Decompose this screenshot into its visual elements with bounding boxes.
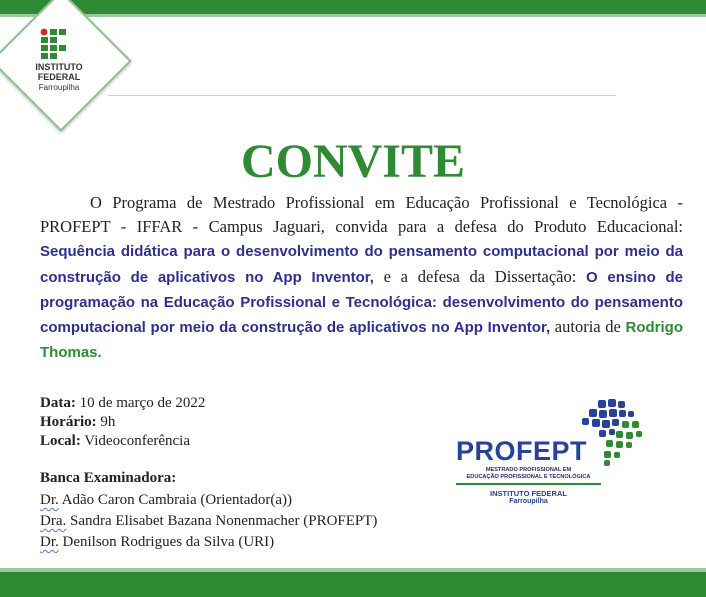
banca-member xyxy=(40,532,377,553)
banca-list xyxy=(40,490,377,553)
logo-line2: FEDERAL xyxy=(37,72,81,82)
profept-divider xyxy=(456,483,601,485)
location-row xyxy=(40,432,205,451)
dissertacao-title: O ensino de programação na Educação Profissional e Tecnológica: desenvolvimento do pensamento computacional por meio da construção de aplicativos no App Inventor, xyxy=(40,268,683,337)
header-divider xyxy=(108,95,616,96)
date-row xyxy=(40,394,205,413)
institute-logo-icon xyxy=(40,28,78,60)
profept-sub3: INSTITUTO FEDERAL xyxy=(490,489,567,498)
bottom-green-bar xyxy=(0,572,706,597)
member-name: Sandra Elisabet Bazana Nonenmacher (PROFEPT) xyxy=(66,513,378,529)
profept-sub1: MESTRADO PROFISSIONAL EM xyxy=(485,467,572,473)
member-prefix: Dr. xyxy=(40,492,59,508)
time-row xyxy=(40,413,205,432)
top-green-bar xyxy=(0,0,706,14)
page-title: CONVITE xyxy=(240,135,466,188)
profept-wordmark: PROFEPT xyxy=(456,436,588,466)
member-prefix: Dra. xyxy=(40,513,67,529)
body-connector: e a defesa da Dissertação: xyxy=(373,266,587,286)
member-name: Denilson Rodrigues da Silva (URI) xyxy=(58,534,275,550)
profept-sub2: EDUCAÇÃO PROFISSIONAL E TECNOLÓGICA xyxy=(466,474,591,480)
member-name: Adão Caron Cambraia (Orientador(a)) xyxy=(58,492,292,508)
banca-member xyxy=(40,511,377,532)
date-value: 10 de março de 2022 xyxy=(75,395,206,411)
banca-title: Banca Examinadora: xyxy=(40,470,177,486)
date-label: Data: xyxy=(40,395,76,411)
invitation-paragraph xyxy=(40,191,683,365)
time-label: Horário: xyxy=(40,414,97,430)
location-label: Local: xyxy=(40,433,81,449)
time-value: 9h xyxy=(96,414,116,430)
banca-member xyxy=(40,490,377,511)
event-info xyxy=(40,394,205,451)
body-intro: O Programa de Mestrado Profissional em Educação Profissional e Tecnológica - PROFEPT - IFFAR - Campus Jaguari, convida para a defesa do Produto Educacional: xyxy=(40,193,683,237)
logo-line1: INSTITUTO xyxy=(35,62,83,72)
top-bar-shade xyxy=(0,14,706,17)
location-value: Videoconferência xyxy=(80,433,191,449)
body-autoria: autoria de xyxy=(550,317,626,337)
logo-line3: Farroupilha xyxy=(38,83,80,92)
produto-title: Sequência didática para o desenvolvimento do pensamento computacional por meio da construção de aplicativos no App Inventor, xyxy=(40,243,683,286)
profept-sub4: Farroupilha xyxy=(509,498,548,505)
author-name: Rodrigo Thomas. xyxy=(40,319,683,362)
member-prefix: Dr. xyxy=(40,534,59,550)
